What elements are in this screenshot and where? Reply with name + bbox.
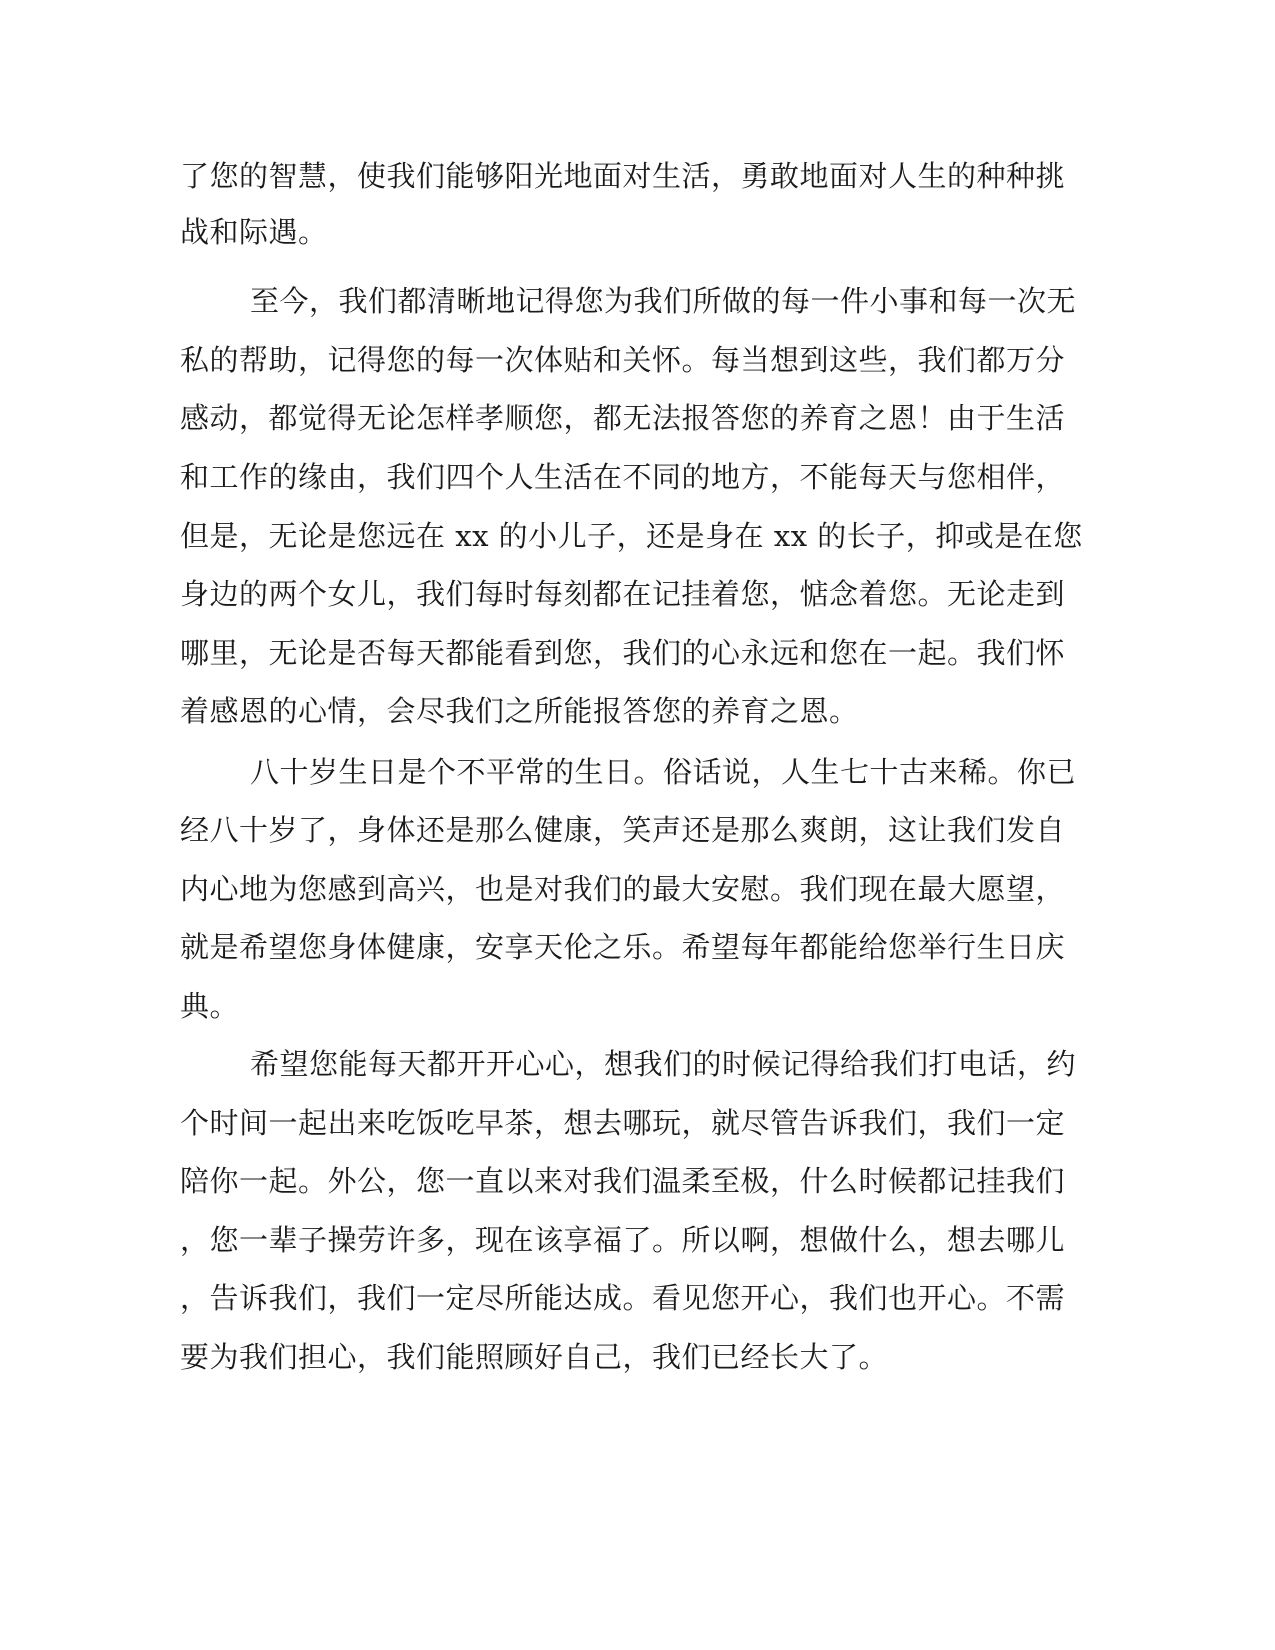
paragraph-2-line-1: 至今，我们都清晰地记得您为我们所做的每一件小事和每一次无	[250, 284, 1077, 318]
paragraph-1-line-1: 了您的智慧，使我们能够阳光地面对生活，勇敢地面对人生的种种挑	[180, 159, 1066, 193]
paragraph-2-line-3: 感动，都觉得无论怎样孝顺您，都无法报答您的养育之恩！由于生活	[180, 401, 1066, 435]
paragraph-4-line-6: 要为我们担心，我们能照顾好自己，我们已经长大了。	[180, 1340, 889, 1374]
paragraph-4-line-5: ，告诉我们，我们一定尽所能达成。看见您开心，我们也开心。不需	[180, 1281, 1066, 1315]
paragraph-3-line-2: 经八十岁了，身体还是那么健康，笑声还是那么爽朗，这让我们发自	[180, 813, 1066, 847]
paragraph-3-line-5: 典。	[180, 989, 240, 1023]
paragraph-4-line-3: 陪你一起。外公，您一直以来对我们温柔至极，什么时候都记挂我们	[180, 1164, 1066, 1198]
paragraph-1-line-2: 战和际遇。	[180, 215, 328, 249]
paragraph-3-line-4: 就是希望您身体健康，安享天伦之乐。希望每年都能给您举行生日庆	[180, 930, 1066, 964]
paragraph-2-line-7: 哪里，无论是否每天都能看到您，我们的心永远和您在一起。我们怀	[180, 636, 1066, 670]
paragraph-4-line-4: ，您一辈子操劳许多，现在该享福了。所以啊，想做什么，想去哪儿	[180, 1223, 1066, 1257]
paragraph-2-line-6: 身边的两个女儿，我们每时每刻都在记挂着您，惦念着您。无论走到	[180, 577, 1066, 611]
paragraph-3-line-3: 内心地为您感到高兴，也是对我们的最大安慰。我们现在最大愿望，	[180, 872, 1066, 906]
paragraph-2-line-8: 着感恩的心情，会尽我们之所能报答您的养育之恩。	[180, 694, 859, 728]
paragraph-2-line-5: 但是，无论是您远在 xx 的小儿子，还是身在 xx 的长子，抑或是在您	[180, 519, 1083, 553]
paragraph-4-line-1: 希望您能每天都开开心心，想我们的时候记得给我们打电话，约	[250, 1047, 1077, 1081]
paragraph-3-line-1: 八十岁生日是个不平常的生日。俗话说，人生七十古来稀。你已	[250, 755, 1077, 789]
paragraph-4-line-2: 个时间一起出来吃饭吃早茶，想去哪玩，就尽管告诉我们，我们一定	[180, 1106, 1066, 1140]
paragraph-2-line-2: 私的帮助，记得您的每一次体贴和关怀。每当想到这些，我们都万分	[180, 343, 1066, 377]
paragraph-2-line-4: 和工作的缘由，我们四个人生活在不同的地方，不能每天与您相伴，	[180, 460, 1066, 494]
